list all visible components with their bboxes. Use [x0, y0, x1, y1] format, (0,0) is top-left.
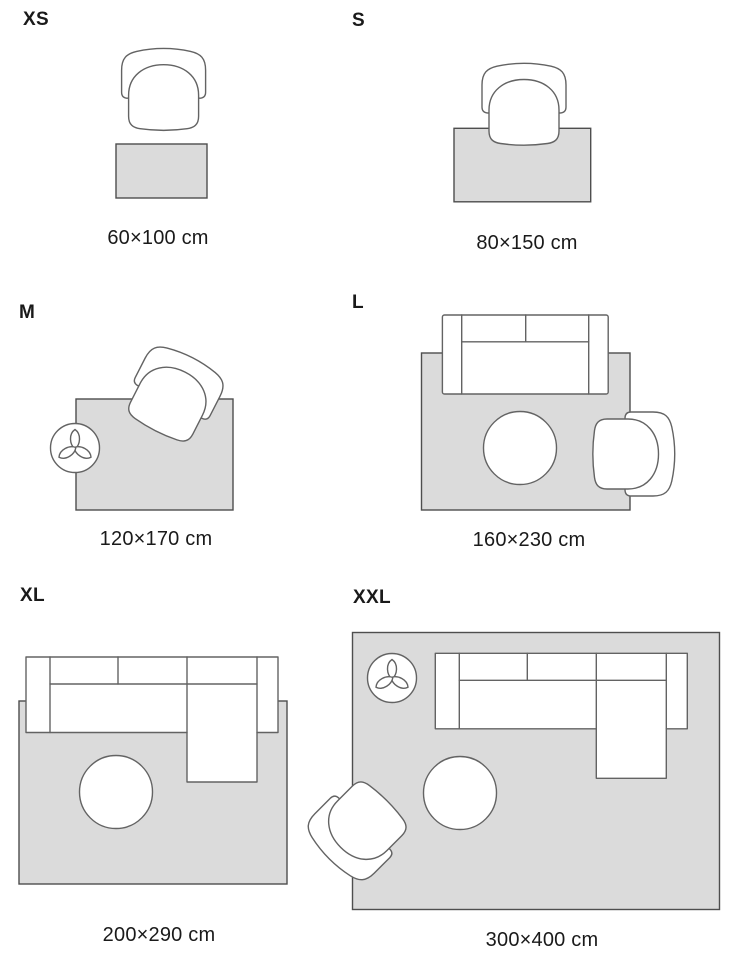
size-label-m: M [19, 302, 36, 323]
size-label-xxl: XXL [353, 587, 391, 608]
rug-xs [116, 144, 207, 198]
dimension-label-xs: 60×100 cm [107, 227, 209, 249]
dimension-label-xxl: 300×400 cm [485, 929, 599, 951]
dimension-label-xl: 200×290 cm [102, 924, 216, 946]
coffee-table-icon [484, 412, 557, 485]
size-label-s: S [352, 10, 365, 31]
armchair-icon [482, 63, 566, 145]
illustration-xl [19, 657, 287, 884]
size-label-xs: XS [23, 9, 49, 30]
armchair-icon [593, 412, 675, 496]
dimension-label-l: 160×230 cm [472, 529, 586, 551]
dimension-label-s: 80×150 cm [476, 232, 578, 254]
plant-icon [51, 424, 100, 473]
illustration-xs [116, 49, 207, 198]
illustration-xxl [300, 633, 720, 910]
coffee-table-icon [424, 757, 497, 830]
coffee-table-icon [80, 756, 153, 829]
size-label-xl: XL [20, 585, 45, 606]
plant-icon [368, 654, 417, 703]
illustration-m [51, 339, 234, 510]
size-label-l: L [352, 292, 364, 313]
illustration-s [454, 63, 591, 201]
illustration-l [422, 315, 675, 510]
dimension-label-m: 120×170 cm [99, 528, 213, 550]
armchair-icon [122, 49, 206, 131]
sofa-icon [442, 315, 608, 394]
